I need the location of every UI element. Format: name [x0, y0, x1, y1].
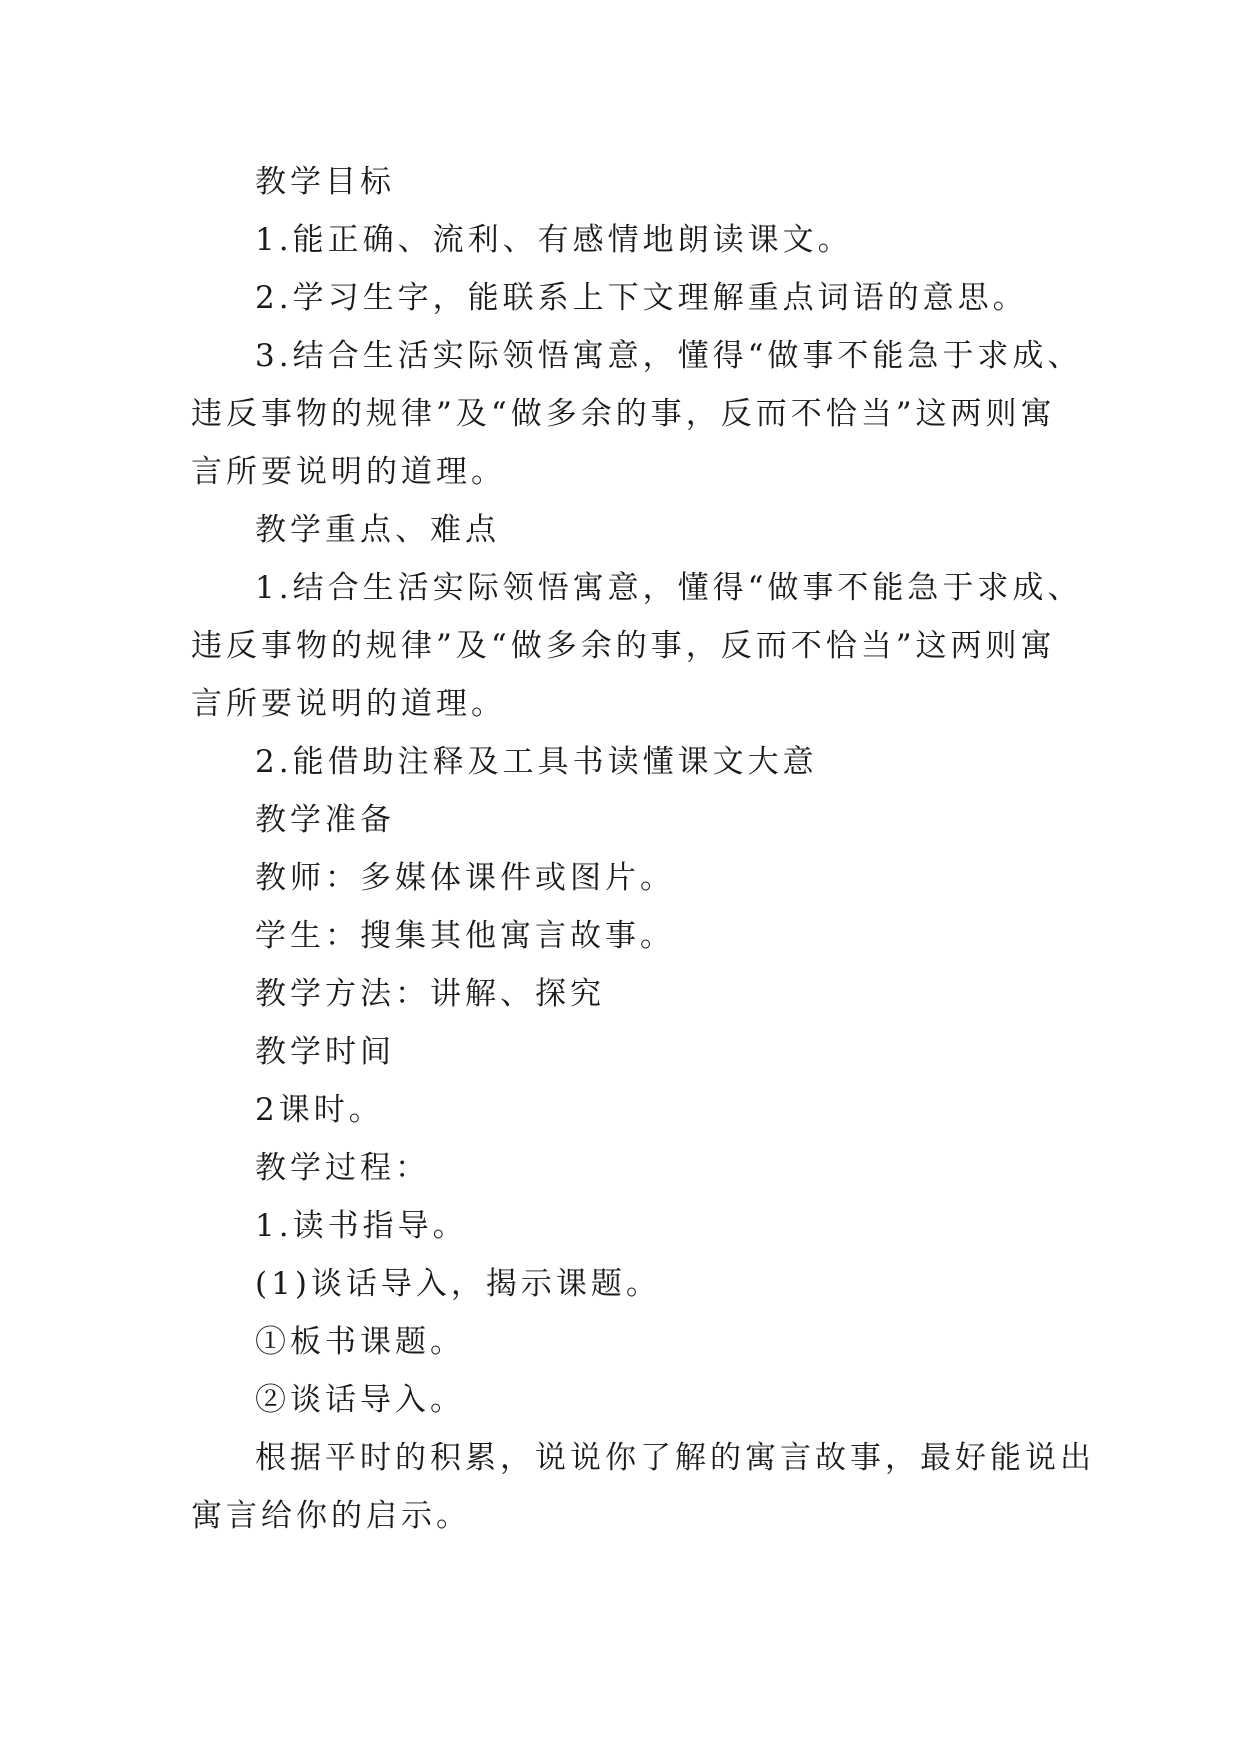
teaching-time-value: 2课时。: [255, 1092, 384, 1128]
goal-item-3-line-3: 言所要说明的道理。: [191, 454, 506, 490]
document-body: [191, 153, 1095, 1545]
preparation-student: 学生：搜集其他寓言故事。: [255, 918, 675, 954]
heading-preparation: 教学准备: [255, 802, 395, 838]
key-point-1-line-3: 言所要说明的道理。: [191, 686, 506, 722]
process-step-1: 1.读书指导。: [255, 1208, 468, 1244]
goal-item-1: 1.能正确、流利、有感情地朗读课文。: [255, 222, 853, 258]
process-item-a: ①板书课题。: [255, 1324, 465, 1360]
key-point-2: 2.能借助注释及工具书读懂课文大意: [255, 744, 818, 780]
process-item-b: ②谈话导入。: [255, 1382, 465, 1418]
heading-teaching-time: 教学时间: [255, 1034, 395, 1070]
paragraph-line-2: 寓言给你的启示。: [191, 1498, 471, 1534]
preparation-teacher: 教师：多媒体课件或图片。: [255, 860, 675, 896]
key-point-1-line-2: 违反事物的规律”及“做多余的事，反而不恰当”这两则寓: [191, 628, 1056, 664]
paragraph-line-1: 根据平时的积累，说说你了解的寓言故事，最好能说出: [255, 1440, 1095, 1476]
goal-item-3-line-1: 3.结合生活实际领悟寓意，懂得“做事不能急于求成、: [255, 338, 1083, 374]
heading-key-points: 教学重点、难点: [255, 512, 500, 548]
key-point-1-line-1: 1.结合生活实际领悟寓意，懂得“做事不能急于求成、: [255, 570, 1083, 606]
teaching-methods: 教学方法：讲解、探究: [255, 976, 605, 1012]
process-substep-1: (1)谈话导入，揭示课题。: [255, 1266, 661, 1302]
goal-item-2: 2.学习生字，能联系上下文理解重点词语的意思。: [255, 280, 1028, 316]
goal-item-3-line-2: 违反事物的规律”及“做多余的事，反而不恰当”这两则寓: [191, 396, 1056, 432]
heading-teaching-process: 教学过程：: [255, 1150, 430, 1186]
heading-teaching-goals: 教学目标: [255, 164, 395, 200]
